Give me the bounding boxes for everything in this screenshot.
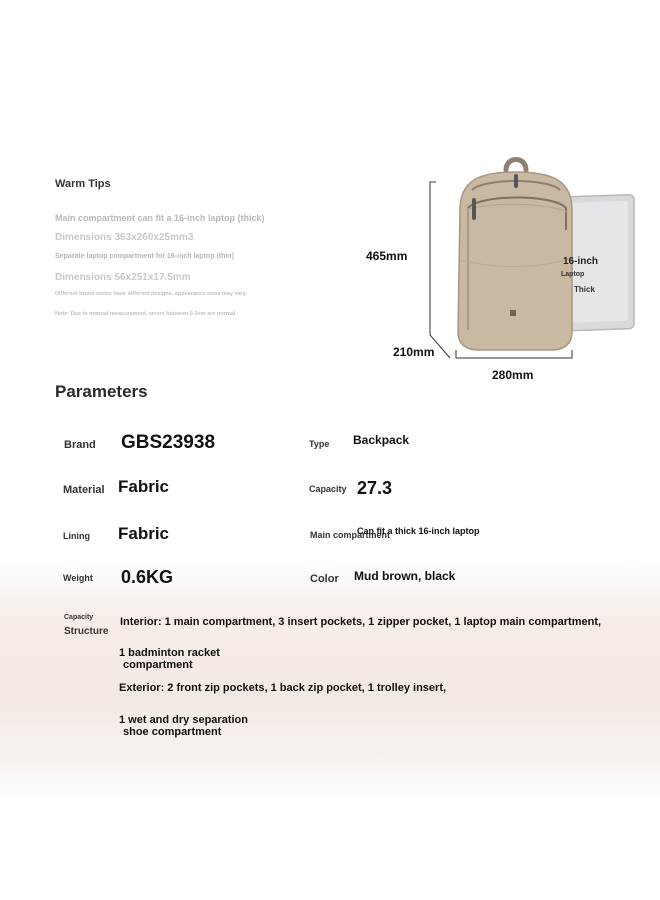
brand-value: GBS23938 (121, 432, 216, 453)
warm-tip-line: Separate laptop compartment for 16-inch laptop (thin) (55, 253, 234, 260)
warm-tip-line: Dimensions 363x260x25mm3 (55, 232, 194, 243)
capacity-value: 27.3 (357, 478, 393, 498)
laptop-type-label: Thick (574, 285, 595, 294)
structure-line: Exterior: 2 front zip pockets, 1 back zip pocket, 1 trolley insert, (119, 682, 447, 694)
depth-dimension: 210mm (393, 345, 435, 359)
type-label: Type (309, 439, 330, 449)
main-compartment-value: Can fit a thick 16-inch laptop (357, 526, 480, 536)
handle (506, 160, 526, 171)
lining-value: Fabric (118, 524, 170, 543)
structure-label-bottom: Structure (64, 626, 109, 637)
lining-label: Lining (63, 531, 90, 541)
dimension-line-width (456, 350, 572, 358)
width-dimension: 280mm (492, 368, 534, 382)
laptop-word-label: Laptop (561, 271, 585, 278)
dimension-line-height (430, 182, 450, 358)
warm-tip-line: Main compartment can fit a 16-inch laptop (thick) (55, 213, 265, 223)
warm-tip-line: Different brand series have different designs, appearance sizes may vary. (55, 291, 247, 297)
material-label: Material (63, 484, 105, 496)
weight-value: 0.6KG (121, 567, 174, 587)
warm-tips-title: Warm Tips (55, 178, 111, 190)
parameters-title: Parameters (55, 382, 148, 401)
structure-label-top: Capacity (64, 614, 94, 621)
backpack-illustration (420, 150, 650, 370)
height-dimension: 465mm (366, 249, 408, 263)
structure-line: 1 badminton racket (119, 647, 220, 659)
capacity-label: Capacity (309, 484, 347, 494)
structure-line: Interior: 1 main compartment, 3 insert pockets, 1 zipper pocket, 1 laptop main compartment, (120, 616, 602, 628)
warm-tip-line: Dimensions 56x251x17.5mm (55, 272, 191, 283)
warm-tip-line: Note: Due to manual measurement, errors between 0-3cm are normal (55, 311, 236, 317)
structure-line: shoe compartment (123, 726, 222, 738)
main-compartment-label: Main compartment (310, 530, 391, 540)
structure-line: compartment (123, 659, 193, 671)
brand-label: Brand (64, 439, 96, 451)
structure-line: 1 wet and dry separation (119, 714, 248, 726)
backpack-graphic (458, 172, 572, 350)
type-value: Backpack (353, 433, 410, 447)
color-value: Mud brown, black (354, 569, 456, 583)
laptop-size-label: 16-inch (563, 256, 599, 267)
weight-label: Weight (63, 573, 93, 583)
color-label: Color (310, 573, 339, 585)
material-value: Fabric (118, 477, 170, 496)
